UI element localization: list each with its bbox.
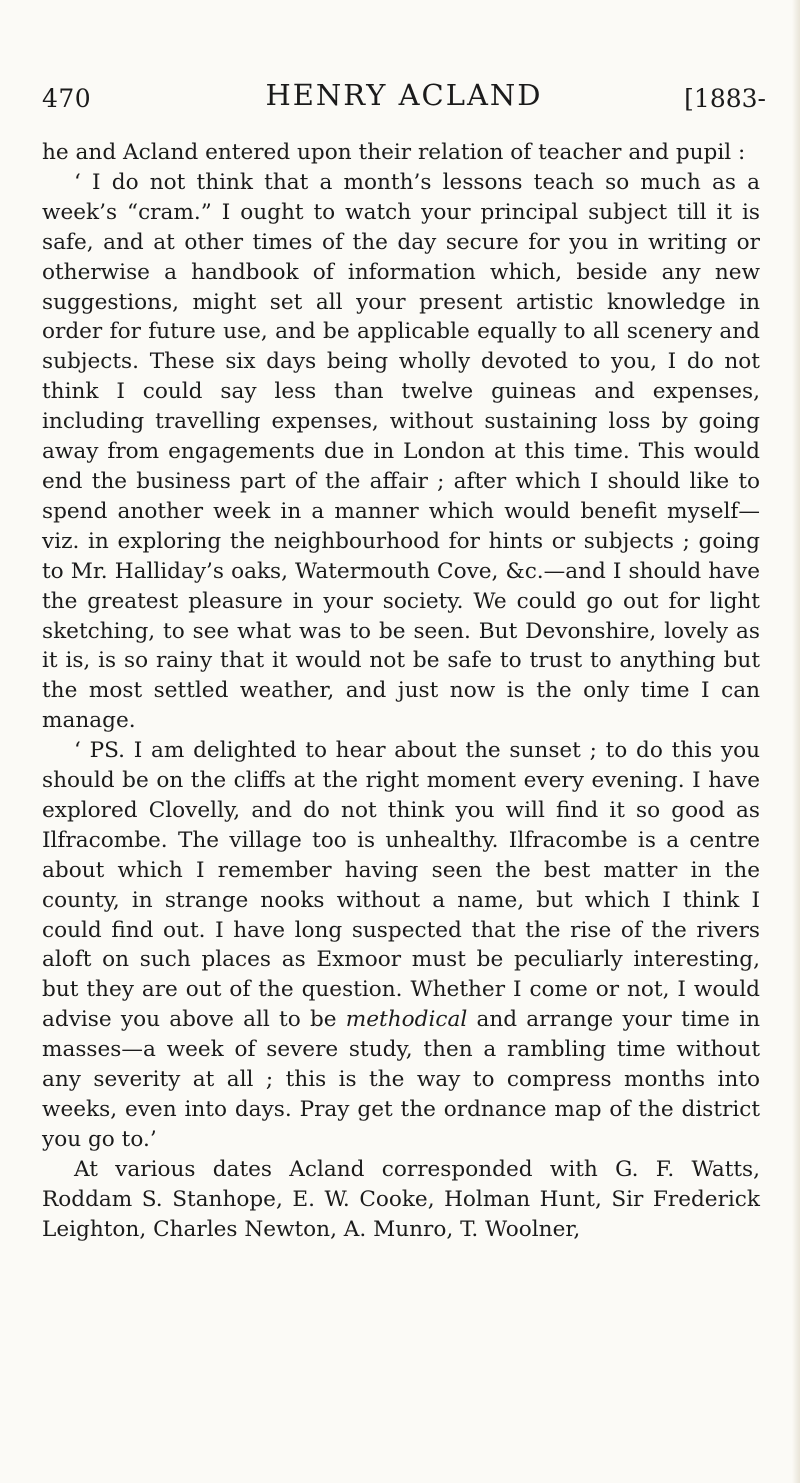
body-text [42,138,760,1245]
emphasis-methodical: methodical [345,1007,468,1033]
paragraph-correspondents: At various dates Acland corresponded with G. F. Watts, Roddam S. Stanhope, E. W. Cooke, Holman Hunt, Sir Frederick Leighton, Charles Newton, A. Munro, T. Woolner, [42,1156,760,1242]
paragraph-intro: he and Acland entered upon their relation of teacher and pupil : [42,140,746,165]
paragraph-postscript [42,736,760,1155]
paragraph-letter: ‘ I do not think that a month’s lessons teach so much as a week’s “cram.” I ought to watch your principal subject till it is safe, and at other times of the day secure for you in writing or otherwise a handbook of information which, beside any new suggestions, might set all your present artistic knowledge in order for future use, and be applicable equally to all scenery and subjects. These six days being wholly devoted to you, I do not think I could say less than twelve guineas and expenses, including travelling expenses, without sustaining loss by going away from engagements due in London at this time. This would end the business part of the affair ; after which I should like to spend another week in a manner which would benefit myself—viz. in exploring the neighbourhood for hints or subjects ; going to Mr. Halliday’s oaks, Watermouth Cove, &c.—and I should have the greatest pleasure in your society. We could go out for light sketching, to see what was to be seen. But Devonshire, lovely as it is, is so rainy that it would not be safe to trust to anything but the most settled weather, and just now is the only time I can manage. [42,169,760,734]
postscript-text-start: ‘ PS. I am delighted to hear about the sunset ; to do this you should be on the cliffs at the right moment every evening. I have explored Clovelly, and do not think you will find it so good as Ilfracombe. The village too is unhealthy. Ilfracombe is a centre about which I remember having seen the best matter in the county, in strange nooks without a name, but which I think I could find out. I have long suspected that the rise of the rivers aloft on such places as Exmoor must be peculiarly interesting, but they are out of the question. Whether I come or not, I would advise you above all to be [42,738,760,1033]
postscript-text-end: and arrange your time in masses—a week of severe study, then a rambling time without any severity at all ; this is the way to compress months into weeks, even into days. Pray get the ordnance map of the district you go to.’ [42,1007,760,1152]
page-number: 470 [42,84,92,113]
running-header [42,78,766,118]
year-range: [1883- [684,84,766,113]
page-edge-shadow [792,0,800,1483]
running-title: HENRY ACLAND [265,78,543,112]
